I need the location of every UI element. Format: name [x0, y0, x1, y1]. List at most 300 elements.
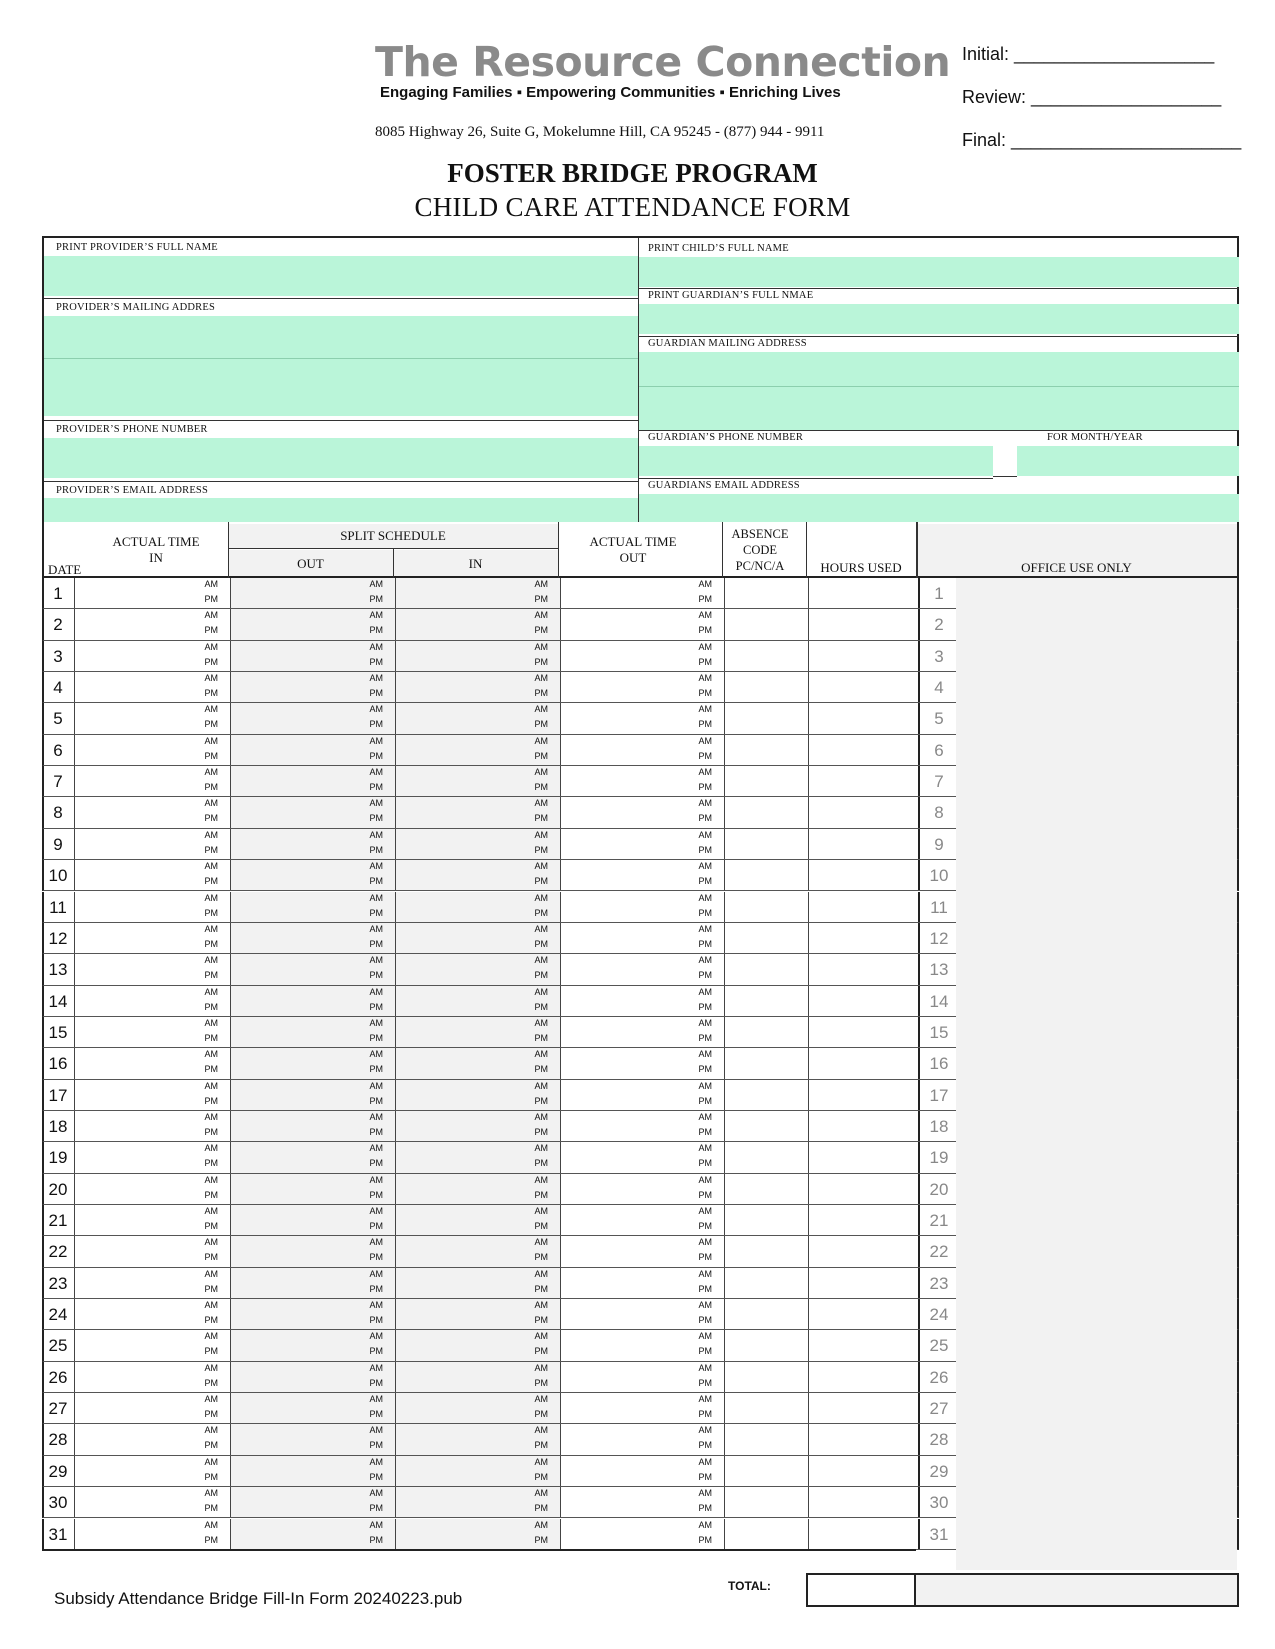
- split-out-field[interactable]: [230, 923, 395, 953]
- split-out-field[interactable]: [230, 892, 395, 922]
- day-number: 7: [53, 772, 63, 792]
- split-in-field[interactable]: [395, 1299, 560, 1329]
- am-marker: AM: [204, 579, 218, 589]
- split-in-field[interactable]: [395, 703, 560, 733]
- absence-code-field[interactable]: [724, 641, 808, 671]
- absence-code-field[interactable]: [724, 703, 808, 733]
- hours-used-field[interactable]: [808, 766, 918, 796]
- time-in-field[interactable]: [74, 1456, 230, 1486]
- office-day-number: 26: [929, 1367, 949, 1387]
- time-in-field[interactable]: [74, 1048, 230, 1078]
- split-out-field[interactable]: [230, 1456, 395, 1486]
- pm-marker: PM: [369, 1440, 383, 1451]
- office-day-number: 3: [934, 646, 944, 666]
- pm-marker: PM: [204, 1064, 218, 1075]
- time-out-field[interactable]: [560, 892, 724, 922]
- office-day-cell: [918, 1268, 958, 1298]
- month-year-label: FOR MONTH/YEAR: [1047, 432, 1143, 443]
- final-signoff[interactable]: Final: _______________________: [962, 130, 1242, 150]
- am-marker: AM: [369, 1237, 383, 1248]
- day-number: 11: [49, 897, 67, 917]
- hours-used-field[interactable]: [808, 1205, 918, 1235]
- split-in-field[interactable]: [395, 829, 560, 859]
- time-in-field[interactable]: [74, 609, 230, 639]
- time-out-field[interactable]: [560, 735, 724, 765]
- absence-code-field[interactable]: [724, 986, 808, 1016]
- office-day-cell: [918, 1142, 958, 1172]
- split-out-field[interactable]: [230, 1519, 395, 1549]
- split-out-field[interactable]: [230, 766, 395, 796]
- tagline: Engaging Families ▪ Empowering Communities ▪ Enriching Lives: [380, 84, 841, 101]
- time-out-field[interactable]: [560, 641, 724, 671]
- am-marker: AM: [204, 1331, 218, 1342]
- pm-marker: PM: [204, 1283, 218, 1294]
- am-marker: AM: [534, 1519, 548, 1530]
- time-out-field[interactable]: [560, 1424, 724, 1454]
- time-out-field[interactable]: [560, 672, 724, 702]
- absence-code-field[interactable]: [724, 735, 808, 765]
- office-day-cell: [918, 1080, 958, 1110]
- pm-marker: PM: [369, 1064, 383, 1075]
- time-in-field[interactable]: [74, 1487, 230, 1517]
- split-in-field[interactable]: [395, 1330, 560, 1360]
- absence-code-field[interactable]: [724, 1519, 808, 1549]
- hours-used-field[interactable]: [808, 1362, 918, 1392]
- time-out-field[interactable]: [560, 1205, 724, 1235]
- office-day-number: 11: [930, 897, 948, 917]
- divider: [44, 298, 638, 299]
- split-in-field[interactable]: [395, 641, 560, 671]
- pm-marker: PM: [204, 1534, 218, 1545]
- split-out-field[interactable]: [230, 672, 395, 702]
- am-marker: AM: [534, 579, 548, 589]
- time-out-field[interactable]: [560, 1299, 724, 1329]
- pm-marker: PM: [698, 1315, 712, 1326]
- time-in-field[interactable]: [74, 1268, 230, 1298]
- am-marker: AM: [698, 923, 712, 934]
- absence-code-field[interactable]: [724, 1017, 808, 1047]
- hours-used-field[interactable]: [808, 954, 918, 984]
- provider-phone-field[interactable]: [44, 438, 638, 478]
- guardian-email-field[interactable]: [639, 494, 1239, 522]
- split-out-field[interactable]: [230, 1174, 395, 1204]
- time-in-field[interactable]: [74, 766, 230, 796]
- time-out-field[interactable]: [560, 954, 724, 984]
- split-in-field[interactable]: [395, 1362, 560, 1392]
- time-in-field[interactable]: [74, 1080, 230, 1110]
- hours-used-field[interactable]: [808, 1393, 918, 1423]
- time-in-field[interactable]: [74, 954, 230, 984]
- am-marker: AM: [204, 1362, 218, 1373]
- pm-marker: PM: [204, 1346, 218, 1357]
- time-out-field[interactable]: [560, 766, 724, 796]
- split-out-field[interactable]: [230, 1236, 395, 1266]
- split-out-field[interactable]: [230, 954, 395, 984]
- split-out-field[interactable]: [230, 1205, 395, 1235]
- time-out-field[interactable]: [560, 1362, 724, 1392]
- pm-marker: PM: [534, 1315, 548, 1326]
- split-out-field[interactable]: [230, 860, 395, 890]
- time-in-field[interactable]: [74, 923, 230, 953]
- am-marker: AM: [369, 1362, 383, 1373]
- time-out-field[interactable]: [560, 703, 724, 733]
- provider-email-field[interactable]: [44, 498, 638, 522]
- time-out-field[interactable]: [560, 1017, 724, 1047]
- split-out-field[interactable]: [230, 641, 395, 671]
- guardian-name-field[interactable]: [639, 304, 1239, 334]
- guardian-phone-field[interactable]: [639, 446, 993, 476]
- divider: [916, 522, 918, 578]
- absence-code-field[interactable]: [724, 797, 808, 827]
- time-in-field[interactable]: [74, 1519, 230, 1549]
- time-in-field[interactable]: [74, 1236, 230, 1266]
- pm-marker: PM: [369, 1126, 383, 1137]
- pm-marker: PM: [698, 1440, 712, 1451]
- office-day-number: 9: [934, 834, 944, 854]
- hours-used-field[interactable]: [808, 609, 918, 639]
- absence-code-field[interactable]: [724, 1048, 808, 1078]
- absence-code-field[interactable]: [724, 766, 808, 796]
- absence-code-field[interactable]: [724, 829, 808, 859]
- am-marker: AM: [534, 610, 548, 621]
- review-signoff[interactable]: Review: ___________________: [962, 87, 1222, 107]
- hours-used-field[interactable]: [808, 1330, 918, 1360]
- am-marker: AM: [534, 1425, 548, 1436]
- time-in-field[interactable]: [74, 1111, 230, 1141]
- provider-address-field[interactable]: [44, 316, 638, 416]
- pm-marker: PM: [698, 1346, 712, 1357]
- split-out-field[interactable]: [230, 1080, 395, 1110]
- am-marker: AM: [698, 798, 712, 809]
- time-out-field[interactable]: [560, 797, 724, 827]
- time-out-field[interactable]: [560, 1268, 724, 1298]
- hours-used-field[interactable]: [808, 1142, 918, 1172]
- absence-code-field[interactable]: [724, 1424, 808, 1454]
- split-in-field[interactable]: [395, 672, 560, 702]
- time-in-field[interactable]: [74, 578, 230, 608]
- hours-used-field[interactable]: [808, 1048, 918, 1078]
- actual-time-in-header: ACTUAL TIME IN: [112, 534, 200, 565]
- provider-address-label: PROVIDER’S MAILING ADDRES: [56, 302, 216, 313]
- split-in-field[interactable]: [395, 892, 560, 922]
- office-day-number: 14: [929, 991, 949, 1011]
- am-marker: AM: [534, 767, 548, 778]
- time-out-field[interactable]: [560, 1236, 724, 1266]
- office-day-number: 22: [929, 1242, 949, 1262]
- split-in-field[interactable]: [395, 1205, 560, 1235]
- am-marker: AM: [534, 1174, 548, 1185]
- time-in-field[interactable]: [74, 1393, 230, 1423]
- time-in-field[interactable]: [74, 703, 230, 733]
- total-hours-field[interactable]: [806, 1575, 916, 1605]
- absence-code-field[interactable]: [724, 1330, 808, 1360]
- initial-signoff[interactable]: Initial: ____________________: [962, 44, 1215, 64]
- absence-code-field[interactable]: [724, 578, 808, 608]
- time-out-field[interactable]: [560, 1111, 724, 1141]
- time-in-field[interactable]: [74, 1142, 230, 1172]
- pm-marker: PM: [369, 750, 383, 761]
- time-out-field[interactable]: [560, 829, 724, 859]
- am-marker: AM: [698, 579, 712, 589]
- time-out-field[interactable]: [560, 609, 724, 639]
- divider: [639, 478, 993, 479]
- am-marker: AM: [698, 892, 712, 903]
- am-marker: AM: [698, 1049, 712, 1060]
- split-in-field[interactable]: [395, 1519, 560, 1549]
- hours-used-field[interactable]: [808, 1017, 918, 1047]
- time-out-field[interactable]: [560, 1048, 724, 1078]
- time-in-field[interactable]: [74, 797, 230, 827]
- hours-used-field[interactable]: [808, 923, 918, 953]
- pm-marker: PM: [698, 594, 712, 604]
- split-in-field[interactable]: [395, 1456, 560, 1486]
- time-out-field[interactable]: [560, 1080, 724, 1110]
- pm-marker: PM: [369, 1221, 383, 1231]
- time-out-field[interactable]: [560, 986, 724, 1016]
- split-out-field[interactable]: [230, 735, 395, 765]
- pm-marker: PM: [698, 750, 712, 761]
- split-in-field[interactable]: [395, 578, 560, 608]
- am-marker: AM: [204, 673, 218, 684]
- time-in-field[interactable]: [74, 1017, 230, 1047]
- absence-code-field[interactable]: [724, 1174, 808, 1204]
- office-day-number: 5: [934, 709, 944, 729]
- am-marker: AM: [698, 1488, 712, 1499]
- hours-used-field[interactable]: [808, 703, 918, 733]
- pm-marker: PM: [534, 688, 548, 699]
- split-in-field[interactable]: [395, 1174, 560, 1204]
- split-out-field[interactable]: [230, 1048, 395, 1078]
- office-day-number: 6: [934, 740, 944, 760]
- hours-used-field[interactable]: [808, 578, 918, 608]
- absence-code-field[interactable]: [724, 923, 808, 953]
- absence-code-field[interactable]: [724, 892, 808, 922]
- month-year-field[interactable]: [1017, 446, 1239, 476]
- absence-code-field[interactable]: [724, 1456, 808, 1486]
- split-out-field[interactable]: [230, 1142, 395, 1172]
- pm-marker: PM: [534, 1095, 548, 1106]
- time-out-field[interactable]: [560, 1330, 724, 1360]
- guardian-email-label: GUARDIANS EMAIL ADDRESS: [648, 480, 800, 491]
- time-in-field[interactable]: [74, 1299, 230, 1329]
- split-out-field[interactable]: [230, 986, 395, 1016]
- am-marker: AM: [369, 986, 383, 997]
- pm-marker: PM: [534, 1001, 548, 1012]
- absence-code-field[interactable]: [724, 1236, 808, 1266]
- time-in-field[interactable]: [74, 672, 230, 702]
- split-in-field[interactable]: [395, 860, 560, 890]
- pm-marker: PM: [534, 1534, 548, 1545]
- hours-used-field[interactable]: [808, 829, 918, 859]
- pm-marker: PM: [204, 938, 218, 949]
- hours-used-field[interactable]: [808, 672, 918, 702]
- pm-marker: PM: [534, 907, 548, 918]
- absence-code-field[interactable]: [724, 1393, 808, 1423]
- time-out-field[interactable]: [560, 1519, 724, 1549]
- hours-used-field[interactable]: [808, 1236, 918, 1266]
- time-out-field[interactable]: [560, 1456, 724, 1486]
- absence-code-field[interactable]: [724, 1080, 808, 1110]
- provider-phone-label: PROVIDER’S PHONE NUMBER: [56, 424, 208, 435]
- absence-code-field[interactable]: [724, 1205, 808, 1235]
- am-marker: AM: [369, 641, 383, 652]
- hours-used-field[interactable]: [808, 641, 918, 671]
- pm-marker: PM: [204, 625, 218, 636]
- split-in-field[interactable]: [395, 1111, 560, 1141]
- time-in-field[interactable]: [74, 892, 230, 922]
- time-out-field[interactable]: [560, 1393, 724, 1423]
- time-out-field[interactable]: [560, 1487, 724, 1517]
- split-out-field[interactable]: [230, 829, 395, 859]
- am-marker: AM: [204, 704, 218, 715]
- split-in-field[interactable]: [395, 609, 560, 639]
- split-out-field[interactable]: [230, 1299, 395, 1329]
- am-marker: AM: [534, 923, 548, 934]
- time-in-field[interactable]: [74, 1174, 230, 1204]
- hours-used-field[interactable]: [808, 1424, 918, 1454]
- time-out-field[interactable]: [560, 1174, 724, 1204]
- am-marker: AM: [698, 767, 712, 778]
- hours-used-field[interactable]: [808, 797, 918, 827]
- split-out-field[interactable]: [230, 578, 395, 608]
- pm-marker: PM: [369, 1377, 383, 1388]
- hours-used-field[interactable]: [808, 892, 918, 922]
- split-out-field[interactable]: [230, 703, 395, 733]
- office-day-cell: [918, 860, 958, 890]
- absence-code-field[interactable]: [724, 672, 808, 702]
- time-in-field[interactable]: [74, 641, 230, 671]
- am-marker: AM: [369, 1456, 383, 1467]
- split-in-field[interactable]: [395, 1017, 560, 1047]
- pm-marker: PM: [369, 1315, 383, 1326]
- hours-used-field[interactable]: [808, 1111, 918, 1141]
- absence-code-field[interactable]: [724, 954, 808, 984]
- pm-marker: PM: [204, 719, 218, 730]
- time-in-field[interactable]: [74, 1424, 230, 1454]
- am-marker: AM: [698, 1362, 712, 1373]
- pm-marker: PM: [369, 1158, 383, 1169]
- absence-code-header: ABSENCE CODE PC/NC/A: [731, 527, 789, 573]
- time-out-field[interactable]: [560, 923, 724, 953]
- day-number: 3: [53, 646, 63, 666]
- hours-used-field[interactable]: [808, 1080, 918, 1110]
- split-out-field[interactable]: [230, 1487, 395, 1517]
- split-out-field[interactable]: [230, 1362, 395, 1392]
- hours-used-field[interactable]: [808, 1268, 918, 1298]
- provider-name-field[interactable]: [44, 256, 638, 296]
- time-in-field[interactable]: [74, 1330, 230, 1360]
- office-day-cell: [918, 1205, 958, 1235]
- am-marker: AM: [204, 1017, 218, 1028]
- time-in-field[interactable]: [74, 986, 230, 1016]
- divider: [722, 522, 723, 578]
- split-out-field[interactable]: [230, 1330, 395, 1360]
- split-out-field[interactable]: [230, 1268, 395, 1298]
- split-in-field[interactable]: [395, 735, 560, 765]
- am-marker: AM: [369, 923, 383, 934]
- am-marker: AM: [698, 1080, 712, 1091]
- guardian-address-field[interactable]: [639, 352, 1239, 430]
- am-marker: AM: [698, 641, 712, 652]
- split-out-field[interactable]: [230, 797, 395, 827]
- divider: [44, 358, 638, 359]
- am-marker: AM: [698, 829, 712, 840]
- absence-code-field[interactable]: [724, 1268, 808, 1298]
- absence-code-field[interactable]: [724, 1362, 808, 1392]
- pm-marker: PM: [698, 1503, 712, 1514]
- split-out-field[interactable]: [230, 1424, 395, 1454]
- split-out-field[interactable]: [230, 1393, 395, 1423]
- child-name-label: PRINT CHILD’S FULL NAME: [648, 243, 789, 254]
- am-marker: AM: [698, 735, 712, 746]
- time-in-field[interactable]: [74, 829, 230, 859]
- absence-code-field[interactable]: [724, 1111, 808, 1141]
- hours-used-field[interactable]: [808, 735, 918, 765]
- split-in-field[interactable]: [395, 986, 560, 1016]
- hours-used-field[interactable]: [808, 1299, 918, 1329]
- time-in-field[interactable]: [74, 1362, 230, 1392]
- hours-used-field[interactable]: [808, 1487, 918, 1517]
- absence-code-field[interactable]: [724, 609, 808, 639]
- split-in-field[interactable]: [395, 923, 560, 953]
- child-name-field[interactable]: [639, 257, 1239, 287]
- split-out-field[interactable]: [230, 1111, 395, 1141]
- absence-code-field[interactable]: [724, 1142, 808, 1172]
- absence-code-field[interactable]: [724, 1487, 808, 1517]
- hours-used-field[interactable]: [808, 1519, 918, 1549]
- hours-used-field[interactable]: [808, 986, 918, 1016]
- day-number: 14: [48, 991, 68, 1011]
- time-in-field[interactable]: [74, 860, 230, 890]
- office-day-cell: [918, 703, 958, 733]
- hours-used-field[interactable]: [808, 860, 918, 890]
- form-title: CHILD CARE ATTENDANCE FORM: [414, 192, 851, 222]
- split-in-field[interactable]: [395, 1236, 560, 1266]
- hours-used-field[interactable]: [808, 1174, 918, 1204]
- time-out-field[interactable]: [560, 1142, 724, 1172]
- am-marker: AM: [204, 955, 218, 966]
- split-in-field[interactable]: [395, 797, 560, 827]
- am-marker: AM: [204, 735, 218, 746]
- split-in-field[interactable]: [395, 1080, 560, 1110]
- split-out-field[interactable]: [230, 1017, 395, 1047]
- pm-marker: PM: [204, 1001, 218, 1012]
- split-in-field[interactable]: [395, 766, 560, 796]
- pm-marker: PM: [204, 1221, 218, 1231]
- split-in-field[interactable]: [395, 1393, 560, 1423]
- hours-used-field[interactable]: [808, 1456, 918, 1486]
- am-marker: AM: [369, 673, 383, 684]
- absence-code-field[interactable]: [724, 1299, 808, 1329]
- time-out-field[interactable]: [560, 578, 724, 608]
- pm-marker: PM: [369, 625, 383, 636]
- time-in-field[interactable]: [74, 735, 230, 765]
- office-day-number: 7: [934, 772, 944, 792]
- split-in-field[interactable]: [395, 954, 560, 984]
- split-in-field[interactable]: [395, 1142, 560, 1172]
- split-in-field[interactable]: [395, 1048, 560, 1078]
- time-out-field[interactable]: [560, 860, 724, 890]
- split-out-field[interactable]: [230, 609, 395, 639]
- split-in-field[interactable]: [395, 1424, 560, 1454]
- split-in-field[interactable]: [395, 1487, 560, 1517]
- split-in-field[interactable]: [395, 1268, 560, 1298]
- time-in-field[interactable]: [74, 1205, 230, 1235]
- absence-code-field[interactable]: [724, 860, 808, 890]
- pm-marker: PM: [369, 1503, 383, 1514]
- pm-marker: PM: [534, 1471, 548, 1482]
- am-marker: AM: [534, 798, 548, 809]
